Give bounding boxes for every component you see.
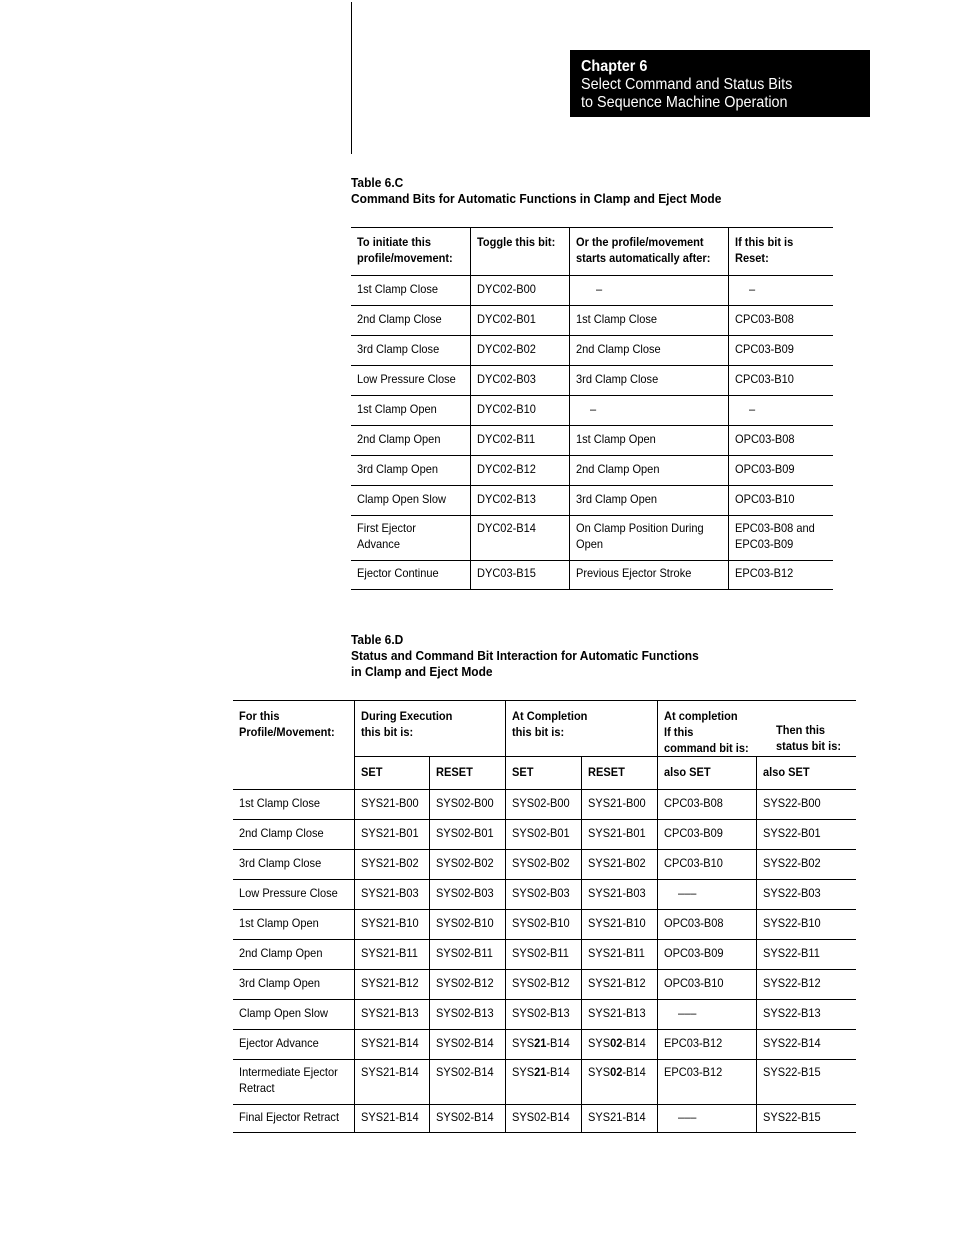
chapter-number: Chapter 6 bbox=[581, 58, 648, 75]
table-c-header-row bbox=[351, 228, 833, 276]
table-row: Low Pressure Close SYS21-B03 SYS02-B03 SYS02-B03 SYS21-B03 ––– SYS22-B03 bbox=[233, 880, 856, 910]
table-d-label: Table 6.D bbox=[351, 632, 404, 647]
table-d-title-line1: Status and Command Bit Interaction for Automatic Functions bbox=[351, 648, 699, 663]
table-d-subheader-row: SET RESET SET RESET also SET also SET bbox=[233, 757, 856, 790]
table-c-header-reset: If this bit is Reset: bbox=[729, 228, 833, 276]
table-row: Low Pressure Close DYC02-B03 3rd Clamp Close CPC03-B10 bbox=[351, 366, 833, 396]
table-row: Intermediate Ejector Retract SYS21-B14 SYS02-B14 SYS21-B14 SYS02-B14 EPC03-B12 SYS22-B15 bbox=[233, 1060, 856, 1105]
table-row: 1st Clamp Open SYS21-B10 SYS02-B10 SYS02-B10 SYS21-B10 OPC03-B08 SYS22-B10 bbox=[233, 910, 856, 940]
table-row: 3rd Clamp Close DYC02-B02 2nd Clamp Close CPC03-B09 bbox=[351, 336, 833, 366]
table-c bbox=[351, 227, 833, 590]
table-d-header-profile: For this Profile/Movement: bbox=[233, 701, 354, 790]
chapter-title-line1: Select Command and Status Bits bbox=[581, 76, 793, 93]
table-row: 3rd Clamp Open DYC02-B12 2nd Clamp Open OPC03-B09 bbox=[351, 456, 833, 486]
table-row: First Ejector Advance DYC02-B14 On Clamp Position During Open EPC03-B08 and EPC03-B09 bbox=[351, 516, 833, 561]
table-row: Clamp Open Slow SYS21-B13 SYS02-B13 SYS02-B13 SYS21-B13 ––– SYS22-B13 bbox=[233, 1000, 856, 1030]
table-d-header-row bbox=[233, 701, 856, 757]
table-c-header-toggle: Toggle this bit: bbox=[471, 228, 570, 276]
margin-rule bbox=[351, 2, 352, 154]
table-row: 2nd Clamp Close SYS21-B01 SYS02-B01 SYS02-B01 SYS21-B01 CPC03-B09 SYS22-B01 bbox=[233, 820, 856, 850]
table-d-header-command-status: At completion If this command bit is: Then this status bit is: bbox=[657, 701, 856, 757]
table-row: 1st Clamp Open DYC02-B10 – – bbox=[351, 396, 833, 426]
table-row: Clamp Open Slow DYC02-B13 3rd Clamp Open OPC03-B10 bbox=[351, 486, 833, 516]
table-row: 3rd Clamp Open SYS21-B12 SYS02-B12 SYS02-B12 SYS21-B12 OPC03-B10 SYS22-B12 bbox=[233, 970, 856, 1000]
table-c-label: Table 6.C bbox=[351, 175, 404, 190]
chapter-header bbox=[570, 50, 870, 117]
table-row: 1st Clamp Close DYC02-B00 – – bbox=[351, 276, 833, 306]
table-row: 2nd Clamp Open SYS21-B11 SYS02-B11 SYS02-B11 SYS21-B11 OPC03-B09 SYS22-B11 bbox=[233, 940, 856, 970]
table-row: Ejector Continue DYC03-B15 Previous Ejector Stroke EPC03-B12 bbox=[351, 561, 833, 590]
table-d-header-during: During Execution this bit is: bbox=[354, 701, 505, 757]
table-row: Ejector Advance SYS21-B14 SYS02-B14 SYS21-B14 SYS02-B14 EPC03-B12 SYS22-B14 bbox=[233, 1030, 856, 1060]
table-c-title: Command Bits for Automatic Functions in Clamp and Eject Mode bbox=[351, 191, 722, 206]
table-row: Final Ejector Retract SYS21-B14 SYS02-B14 SYS02-B14 SYS21-B14 ––– SYS22-B15 bbox=[233, 1105, 856, 1133]
table-d-header-completion: At Completion this bit is: bbox=[506, 701, 657, 757]
table-d bbox=[233, 700, 856, 1133]
table-d-title-line2: in Clamp and Eject Mode bbox=[351, 664, 493, 679]
table-row: 2nd Clamp Open DYC02-B11 1st Clamp Open OPC03-B08 bbox=[351, 426, 833, 456]
table-row: 3rd Clamp Close SYS21-B02 SYS02-B02 SYS02-B02 SYS21-B02 CPC03-B10 SYS22-B02 bbox=[233, 850, 856, 880]
table-c-header-after: Or the profile/movement starts automatically after: bbox=[570, 228, 729, 276]
table-c-header-profile: To initiate this profile/movement: bbox=[351, 228, 471, 276]
table-row: 1st Clamp Close SYS21-B00 SYS02-B00 SYS02-B00 SYS21-B00 CPC03-B08 SYS22-B00 bbox=[233, 790, 856, 820]
table-row: 2nd Clamp Close DYC02-B01 1st Clamp Close CPC03-B08 bbox=[351, 306, 833, 336]
chapter-title-line2: to Sequence Machine Operation bbox=[581, 94, 788, 111]
